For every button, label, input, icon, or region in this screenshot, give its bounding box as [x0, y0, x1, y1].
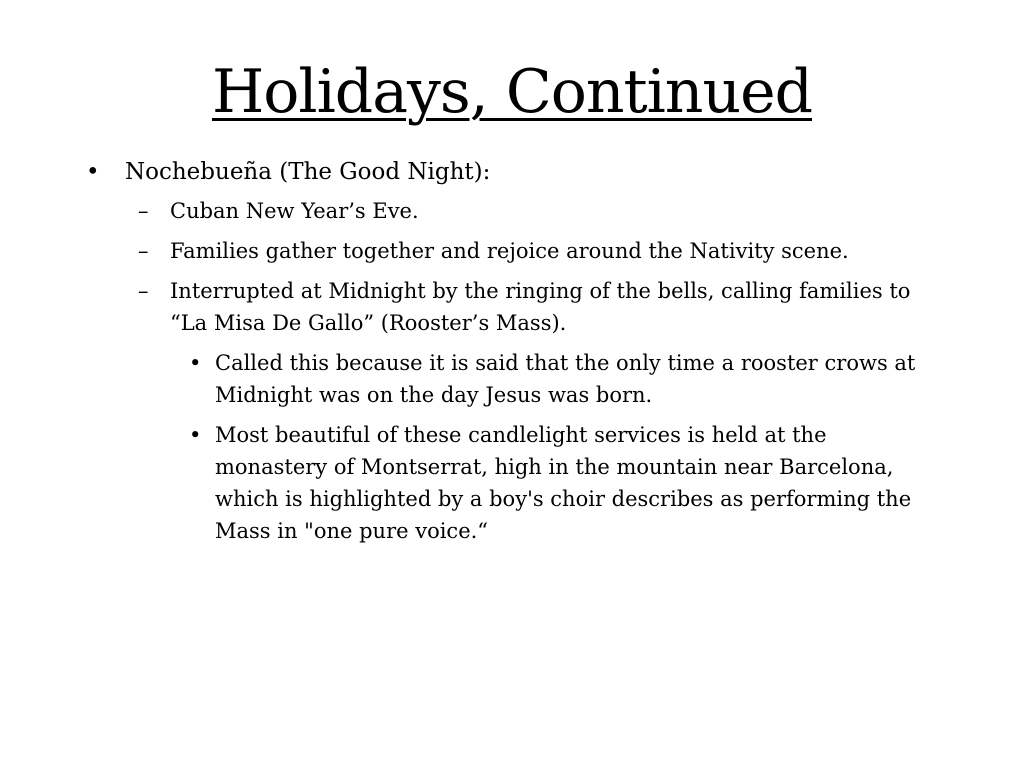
sub-sub-bullet-montserrat	[0, 419, 1000, 547]
bullet-marker: •	[189, 351, 202, 375]
sub-sub-bullet-text: Most beautiful of these candlelight services is held at the monastery of Montserrat, high in the mountain near Barcelona, which is highlighted by a boy's choir describes as performing the Mass in "one pure voice.“	[215, 423, 912, 543]
bullet-text: Nochebueña (The Good Night):	[125, 159, 491, 185]
sub-bullet-text: Families gather together and rejoice around the Nativity scene.	[170, 239, 849, 263]
bullet-marker: •	[86, 159, 100, 185]
dash-marker: –	[138, 279, 149, 303]
sub-bullet-families-gather	[0, 235, 1000, 267]
dash-marker: –	[138, 199, 149, 223]
slide-title: Holidays, Continued	[211, 57, 812, 127]
sub-bullet-text: Interrupted at Midnight by the ringing of the bells, calling families to “La Misa De Gallo” (Rooster’s Mass).	[170, 279, 911, 335]
sub-sub-bullet-rooster-crows	[0, 347, 1000, 411]
sub-sub-bullet-text: Called this because it is said that the only time a rooster crows at Midnight was on the day Jesus was born.	[215, 351, 916, 407]
bullet-nochebuena	[0, 155, 1000, 189]
slide-body	[0, 155, 1000, 555]
sub-bullet-new-years-eve	[0, 195, 1000, 227]
sub-bullet-interrupted-midnight	[0, 275, 1000, 339]
dash-marker: –	[138, 239, 149, 263]
sub-bullet-text: Cuban New Year’s Eve.	[170, 199, 419, 223]
bullet-marker: •	[189, 423, 202, 447]
